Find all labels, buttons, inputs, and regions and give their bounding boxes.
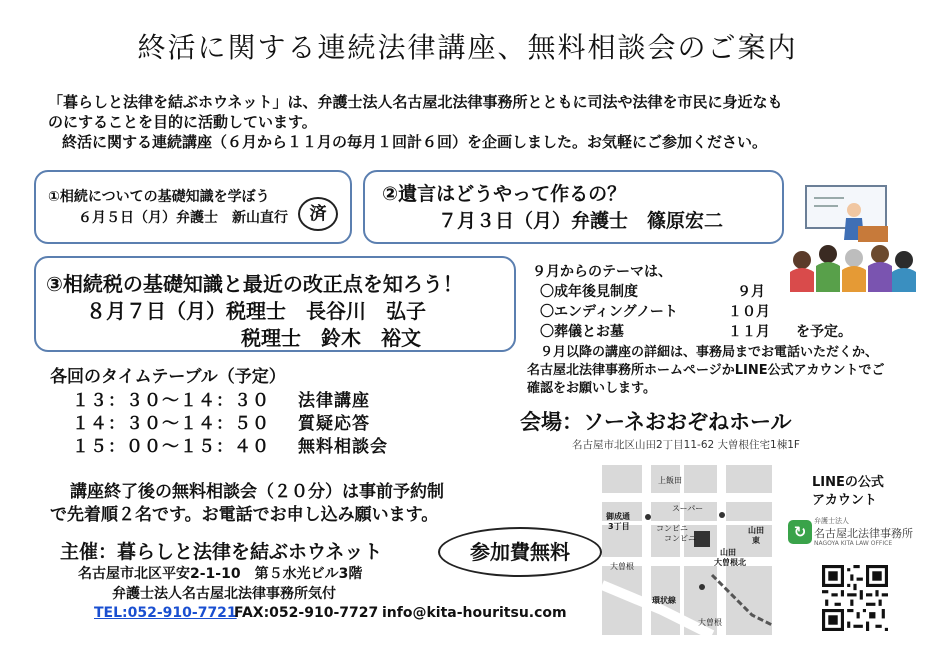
consult-line-1: 講座終了後の無料相談会（２０分）は事前予約制 bbox=[70, 482, 444, 502]
timetable-time: １５：００〜１５：４０ bbox=[72, 437, 270, 457]
intro-line-3: 終活に関する連続講座（６月から１１月の毎月１回計６回）を企画しました。お気軽にご参加ください。 bbox=[62, 133, 768, 151]
lecture-2-detail: ７月３日（月）弁護士 篠原宏二 bbox=[438, 210, 724, 232]
email-address[interactable]: info@kita-houritsu.com bbox=[382, 605, 567, 621]
themes-note-1: ９月以降の講座の詳細は、事務局までお電話いただくか、 bbox=[540, 345, 879, 360]
theme-item-label: 〇エンディングノート bbox=[540, 304, 678, 320]
map-label: 大曽根 bbox=[698, 618, 722, 627]
map-label: 御成通 bbox=[606, 512, 630, 521]
qr-code-icon[interactable] bbox=[822, 565, 888, 631]
line-label-1: LINEの公式 bbox=[812, 475, 884, 490]
lecture-1-detail: ６月５日（月）弁護士 新山直行 bbox=[78, 210, 288, 226]
lecture-illustration bbox=[784, 180, 920, 292]
phone-link[interactable]: TEL:052-910-7721 bbox=[94, 605, 237, 621]
theme-item-label: 〇葬儀とお墓 bbox=[540, 324, 624, 340]
themes-suffix: を予定。 bbox=[796, 324, 852, 340]
map-label: コンビニ bbox=[664, 534, 696, 543]
theme-item-month: ９月 bbox=[737, 284, 765, 300]
lecture-3-detail-1: ８月７日（月）税理士 長谷川 弘子 bbox=[86, 299, 426, 323]
line-account-label bbox=[812, 474, 884, 510]
timetable-time: １４：３０〜１４：５０ bbox=[72, 414, 270, 434]
themes-heading: ９月からのテーマは、 bbox=[532, 264, 672, 280]
lecture-3-detail-2: 税理士 鈴木 裕文 bbox=[241, 326, 421, 350]
map-label: 山田 bbox=[720, 548, 736, 557]
page-title: 終活に関する連続法律講座、無料相談会のご案内 bbox=[137, 31, 798, 64]
consult-line-2: で先着順２名です。お電話でお申し込み願います。 bbox=[50, 505, 439, 525]
office-logo-name: 名古屋北法律事務所 bbox=[814, 527, 913, 540]
map-label: 上飯田 bbox=[658, 476, 682, 485]
venue-name: 会場：ソーネおおぞねホール bbox=[520, 410, 792, 434]
map-label: 東 bbox=[752, 536, 760, 545]
intro-line-2: のにすることを目的に活動しています。 bbox=[48, 113, 317, 131]
completed-stamp: 済 bbox=[298, 197, 338, 231]
fax-number: FAX:052-910-7727 bbox=[234, 605, 379, 621]
lecture-2-title: ②遺言はどうやって作るの？ bbox=[382, 183, 627, 205]
themes-note-3: 確認をお願いします。 bbox=[527, 381, 656, 396]
timetable-time: １３：３０〜１４：３０ bbox=[72, 391, 270, 411]
timetable-item: 質疑応答 bbox=[298, 414, 370, 434]
intro-line-1: 「暮らしと法律を結ぶホウネット」は、弁護士法人名古屋北法律事務所とともに司法や法律を市民に身近なも bbox=[48, 93, 783, 111]
timetable-heading: 各回のタイムテーブル（予定） bbox=[50, 367, 286, 387]
map-label: コンビニ bbox=[656, 524, 688, 533]
office-logo-roman: NAGOYA KITA LAW OFFICE bbox=[814, 540, 893, 547]
map-label: 山田 bbox=[748, 526, 764, 535]
theme-item-label: 〇成年後見制度 bbox=[540, 284, 638, 300]
organizer-address: 名古屋市北区平安2-1-10 第５水光ビル3階 bbox=[78, 566, 363, 582]
timetable-item: 無料相談会 bbox=[298, 437, 388, 457]
line-label-2: アカウント bbox=[812, 493, 877, 508]
theme-item-month: １１月 bbox=[728, 324, 770, 340]
free-admission-badge: 参加費無料 bbox=[438, 527, 602, 577]
office-logo-icon: ↻ bbox=[788, 520, 812, 544]
map-label: 3丁目 bbox=[608, 522, 630, 531]
map-label: 環状線 bbox=[652, 596, 676, 605]
venue-address: 名古屋市北区山田2丁目11-62 大曽根住宅1棟1F bbox=[572, 439, 800, 451]
themes-note-2: 名古屋北法律事務所ホームページかLINE公式アカウントでご bbox=[527, 363, 885, 378]
lecture-3-title: ③相続税の基礎知識と最近の改正点を知ろう！ bbox=[46, 272, 463, 296]
map-label: 大曽根北 bbox=[714, 558, 746, 567]
lecture-1-title: ①相続についての基礎知識を学ぼう bbox=[48, 189, 270, 205]
intro-text bbox=[48, 92, 888, 152]
map-label: スーパー bbox=[672, 504, 704, 513]
office-logo-small: 弁護士法人 bbox=[814, 517, 849, 525]
timetable-item: 法律講座 bbox=[298, 391, 370, 411]
organizer-name: 主催：暮らしと法律を結ぶホウネット bbox=[60, 541, 383, 563]
venue-map bbox=[602, 465, 772, 635]
map-label: 大曽根 bbox=[610, 562, 634, 571]
theme-item-month: １０月 bbox=[728, 304, 770, 320]
organizer-care-of: 弁護士法人名古屋北法律事務所気付 bbox=[112, 586, 336, 602]
